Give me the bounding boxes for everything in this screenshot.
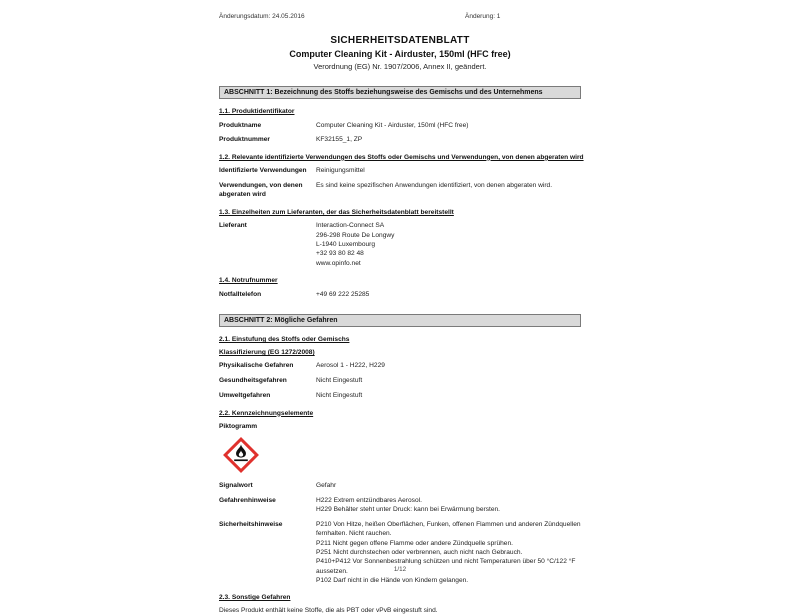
document-title: SICHERHEITSDATENBLATT [330,35,470,46]
field-notfalltelefon [219,290,581,299]
title-block [219,35,581,71]
field-label: Gesundheitsgefahren [219,377,287,385]
field-gefahrenhinweise [219,496,581,515]
ghs-flame-icon [221,435,261,475]
field-gesundheitsgefahren [219,376,581,385]
field-value: Computer Cleaning Kit - Airduster, 150ml (HFC free) [316,121,469,129]
hazard-statements [316,496,581,515]
other-hazards-text: Dieses Produkt enthält keine Stoffe, die als PBT oder vPvB eingestuft sind. [219,607,438,614]
precautionary-statement: P410+P412 Vor Sonnenbestrahlung schützen und nicht Temperaturen über 50 °C/122 °F aussetzen. [316,558,576,575]
field-value: Gefahr [316,481,337,489]
hazard-statement: H229 Behälter steht unter Druck: kann bei Erwärmung bersten. [316,506,500,514]
field-label: Physikalische Gefahren [219,362,294,370]
subsection-2-3-heading: 2.3. Sonstige Gefahren [219,594,291,602]
field-identifizierte-verwendungen [219,166,581,175]
subsection-1-2-heading: 1.2. Relevante identifizierte Verwendungen des Stoffs oder Gemischs und Verwendungen, von denen abgeraten wird [219,153,584,161]
field-label: Identifizierte Verwendungen [219,167,307,175]
regulation-line: Verordnung (EG) Nr. 1907/2006, Annex II, geändert. [313,62,487,71]
field-value: +49 69 222 25285 [316,290,370,298]
field-label: Umweltgefahren [219,392,271,400]
subsection-2-2-heading: 2.2. Kennzeichnungselemente [219,409,314,417]
hazard-statement: H222 Extrem entzündbares Aerosol. [316,496,422,504]
precautionary-statement: P210 Von Hitze, heißen Oberflächen, Funken, offenen Flammen und anderen Zündquellen fernhalten. Nicht rauchen. [316,520,581,538]
field-physikalische-gefahren [219,361,581,370]
product-title: Computer Cleaning Kit - Airduster, 150ml (HFC free) [289,49,511,59]
change-date: Änderungsdatum: 24.05.2016 [219,13,305,20]
field-value: Reinigungsmittel [316,167,365,175]
field-label: Produktname [219,121,262,129]
field-value: Aerosol 1 - H222, H229 [316,362,385,370]
supplier-website: www.opinfo.net [316,259,361,267]
supplier-phone: +32 93 80 82 48 [316,250,364,258]
field-umweltgefahren [219,391,581,400]
field-label: Notfalltelefon [219,290,262,298]
precautionary-statement: P102 Darf nicht in die Hände von Kindern gelangen. [316,577,469,585]
field-value: Nicht Eingestuft [316,377,363,385]
field-label: Produktnummer [219,136,270,144]
subsection-1-1-heading: 1.1. Produktidentifikator [219,108,295,115]
field-lieferant [219,221,581,268]
supplier-name: Interaction-Connect SA [316,222,385,230]
field-value: Nicht Eingestuft [316,392,363,400]
precautionary-statement: P211 Nicht gegen offene Flamme oder andere Zündquelle sprühen. [316,539,513,547]
subsection-2-1-heading: 2.1. Einstufung des Stoffs oder Gemischs [219,335,350,343]
section-1-header: ABSCHNITT 1: Bezeichnung des Stoffs beziehungsweise des Gemischs und des Unternehmens [219,86,581,99]
field-sicherheitshinweise [219,520,581,586]
klassifizierung-heading: Klassifizierung (EG 1272/2008) [219,348,315,356]
field-label: Lieferant [219,222,247,230]
field-signalwort [219,481,581,490]
field-value: Es sind keine spezifischen Anwendungen identifiziert, von denen abgeraten wird. [316,182,553,190]
change-number: Änderung: 1 [465,13,501,20]
supplier-address [316,221,581,268]
field-label: Signalwort [219,481,253,489]
precautionary-statement: P251 Nicht durchstechen oder verbrennen, auch nicht nach Gebrauch. [316,549,523,557]
supplier-street: 296-298 Route De Longwy [316,231,395,239]
subsection-1-4-heading: 1.4. Notrufnummer [219,277,278,285]
page-number: 1/12 [393,566,407,573]
field-label: Piktogramm [219,423,258,431]
field-label: Gefahrenhinweise [219,496,276,504]
supplier-city: L-1940 Luxembourg [316,241,376,249]
document-meta [219,13,581,23]
section-2-header: ABSCHNITT 2: Mögliche Gefahren [219,314,581,327]
field-piktogramm [219,422,581,431]
field-verwendungen-abgeraten [219,181,581,200]
field-value: KF32155_1, ZP [316,136,363,144]
field-label: Sicherheitshinweise [219,520,283,528]
field-produktnummer [219,135,581,144]
precautionary-statements [316,520,581,586]
subsection-1-3-heading: 1.3. Einzelheiten zum Lieferanten, der das Sicherheitsdatenblatt bereitstellt [219,208,454,216]
field-label: Verwendungen, von denen abgeraten wird [219,182,303,199]
field-produktname [219,121,581,130]
